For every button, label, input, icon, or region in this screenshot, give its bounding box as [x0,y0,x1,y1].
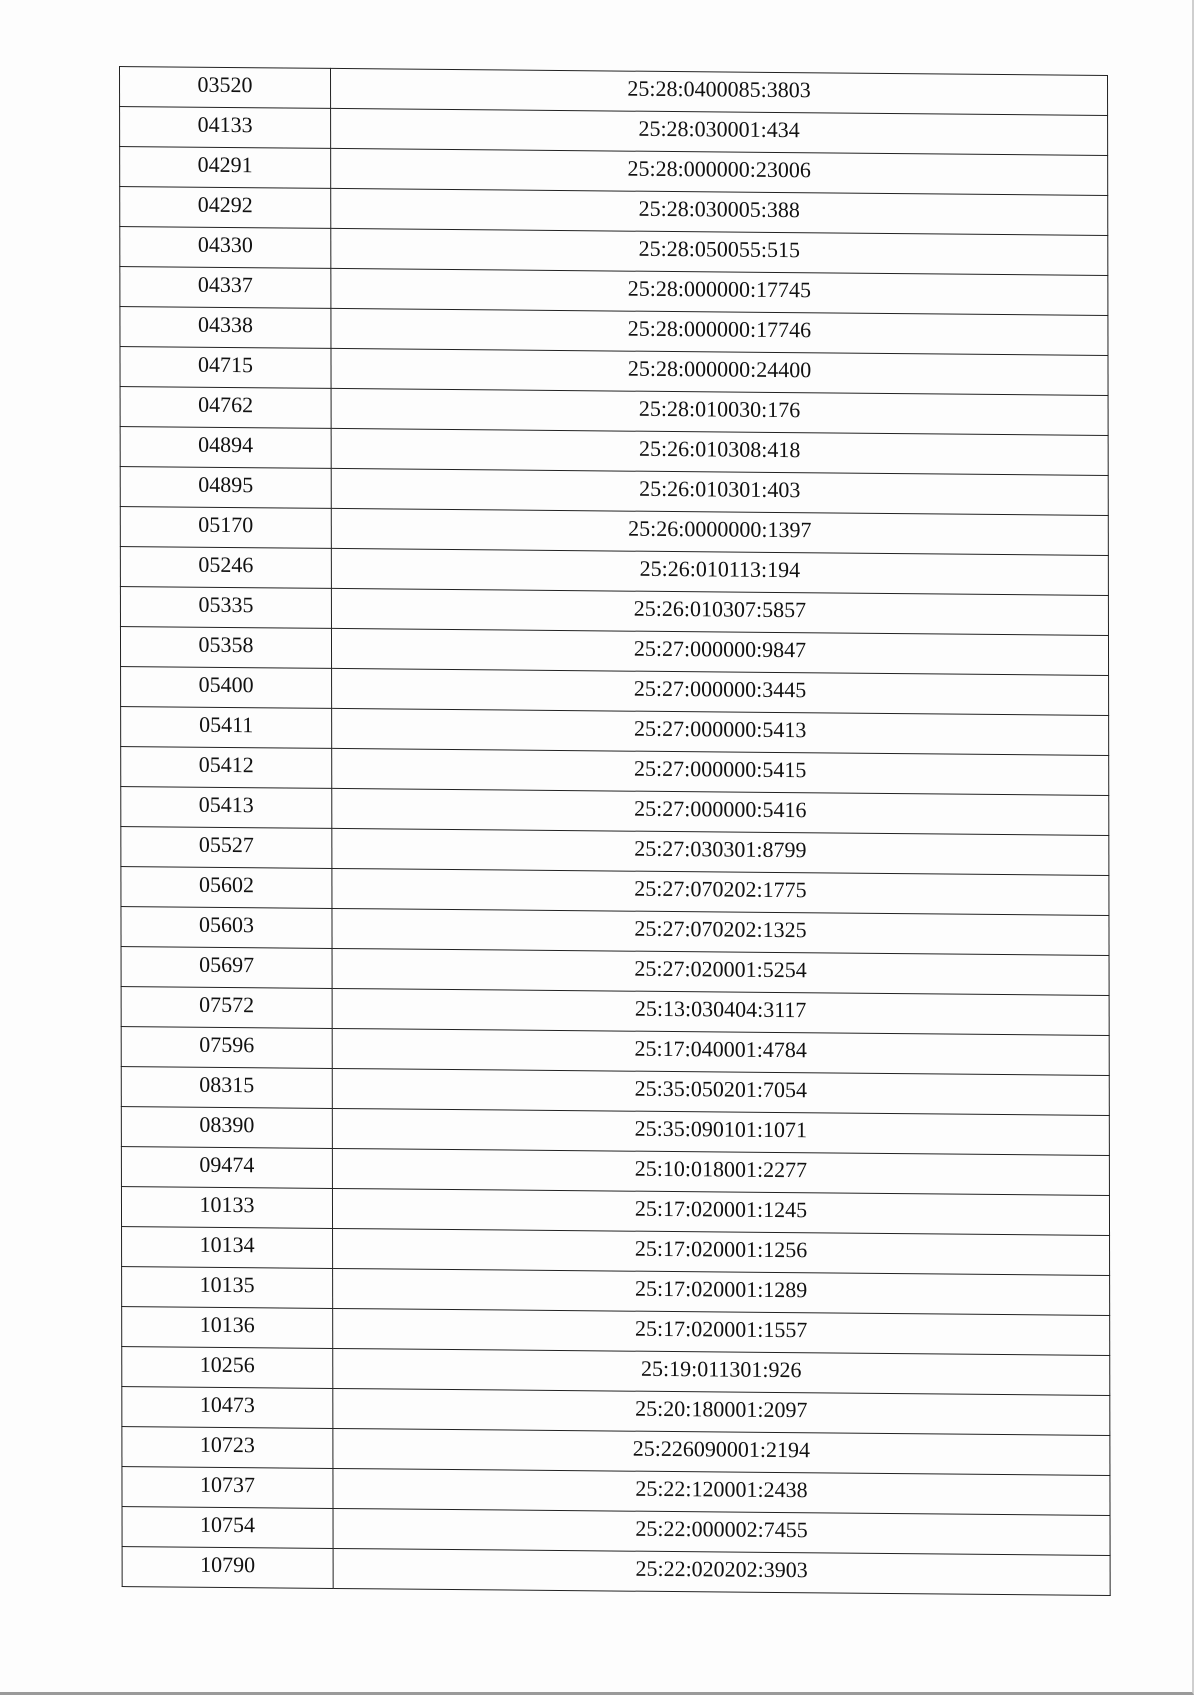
row-number: 05411 [199,711,254,737]
cadastral-number: 25:28:000000:24400 [627,355,812,382]
cadastral-number: 25:35:050201:7054 [634,1075,807,1102]
cadastral-number-cell [332,748,1109,795]
cadastral-number: 25:27:000000:3445 [633,675,807,702]
row-number: 08315 [199,1071,255,1097]
cadastral-number-cell [333,1268,1110,1315]
row-number-cell [120,107,331,149]
cadastral-number: 25:20:180001:2097 [635,1395,808,1422]
row-number-cell [120,467,331,509]
cadastral-number: 25:17:020001:1557 [634,1315,808,1342]
row-number: 03520 [197,71,253,97]
cadastral-number-cell [333,1548,1110,1595]
row-number: 04292 [197,191,253,217]
row-number: 04715 [197,351,254,377]
row-number-cell [120,387,331,429]
cadastral-number: 25:27:000000:5415 [634,755,807,782]
row-number: 05602 [198,871,254,897]
row-number: 05335 [198,591,254,617]
cadastral-number-cell [333,1468,1110,1515]
row-number-cell [121,667,332,709]
row-number-cell [120,547,331,589]
row-number: 10134 [199,1231,255,1257]
row-number: 05413 [198,791,254,817]
cadastral-number-cell [331,548,1108,595]
cadastral-number-cell [333,1508,1110,1555]
row-number-cell [120,147,331,189]
row-number: 04895 [198,471,254,497]
row-number: 04330 [197,231,253,257]
row-number-cell [120,507,331,549]
cadastral-number-cell [331,468,1108,515]
row-number-cell [120,587,331,629]
row-number-cell [122,1267,333,1309]
cadastral-number: 25:26:010307:5857 [633,595,807,622]
cadastral-number: 25:26:010301:403 [639,475,801,502]
cadastral-number-cell [331,588,1108,635]
cadastral-number: 25:27:070202:1325 [634,915,807,942]
row-number-cell [121,867,332,909]
row-number: 10737 [199,1471,255,1497]
row-number: 04337 [197,271,253,297]
table-container [119,66,1110,1596]
cadastral-number: 25:13:030404:3117 [634,995,807,1022]
row-number: 10256 [199,1351,255,1377]
row-number: 10136 [199,1311,255,1337]
table-body [120,67,1111,1596]
cadastral-number: 25:226090001:2194 [632,1435,811,1462]
row-number: 05697 [199,951,255,977]
cadastral-number: 25:28:030005:388 [638,195,800,222]
row-number-cell [120,267,331,309]
cadastral-number-cell [332,1068,1109,1115]
row-number: 05412 [198,751,254,777]
row-number-cell [122,1227,333,1269]
row-number-cell [120,627,331,669]
row-number-cell [120,67,331,109]
cadastral-number-cell [331,68,1108,115]
row-number: 04338 [197,311,253,337]
row-number: 05358 [198,631,254,657]
row-number-cell [122,1347,333,1389]
cadastral-number: 25:22:020202:3903 [635,1555,808,1582]
row-number: 10135 [199,1271,255,1297]
cadastral-number-cell [332,948,1109,995]
row-number-cell [120,307,331,349]
row-number: 10133 [199,1191,255,1217]
row-number-cell [121,1027,332,1069]
cadastral-number-cell [332,1028,1109,1075]
row-number: 05603 [198,911,255,937]
row-number-cell [120,347,331,389]
cadastral-number-cell [333,1308,1110,1355]
cadastral-number: 25:27:000000:5413 [633,715,807,742]
cadastral-number-cell [332,1188,1109,1235]
row-number: 04291 [197,151,253,177]
cadastral-number-cell [332,1148,1109,1195]
cadastral-number: 25:28:010030:176 [638,395,801,422]
cadastral-number-cell [331,148,1108,195]
cadastral-number: 25:28:000000:17745 [627,275,812,302]
cadastral-number: 25:28:000000:17746 [627,315,812,342]
row-number: 04133 [197,111,253,137]
row-number-cell [121,1107,332,1149]
row-number-cell [122,1507,333,1549]
row-number-cell [120,187,331,229]
row-number: 09474 [199,1151,255,1177]
cadastral-number: 25:17:020001:1256 [634,1235,808,1262]
cadastral-number-cell [333,1228,1110,1275]
row-number: 04762 [198,391,254,417]
row-number-cell [121,1147,332,1189]
cadastral-number-cell [332,668,1109,715]
cadastral-number-cell [332,828,1109,875]
cadastral-number: 25:27:000000:9847 [633,635,807,662]
cadastral-number: 25:22:120001:2438 [635,1475,808,1502]
cadastral-number: 25:27:000000:5416 [634,795,807,822]
cadastral-number-cell [332,1108,1109,1155]
cadastral-number: 25:10:018001:2277 [634,1155,808,1182]
cadastral-number-cell [332,868,1109,915]
row-number-cell [122,1467,333,1509]
cadastral-number: 25:26:010113:194 [639,555,801,582]
cadastral-number: 25:28:0400085:3803 [627,75,811,102]
cadastral-number-cell [333,1428,1110,1475]
row-number: 10754 [200,1511,256,1537]
row-number: 10790 [200,1551,256,1577]
row-number-cell [122,1387,333,1429]
cadastral-number: 25:17:020001:1289 [634,1275,808,1302]
cadastral-number: 25:27:030301:8799 [634,835,807,862]
cadastral-number-cell [332,988,1109,1035]
cadastral-number: 25:19:011301:926 [640,1355,802,1382]
cadastral-number-cell [331,428,1108,475]
row-number: 10473 [199,1391,255,1417]
cadastral-number: 25:22:000002:7455 [635,1515,808,1542]
cadastral-number-cell [333,1348,1110,1395]
row-number: 05170 [198,511,254,537]
cadastral-number-cell [333,1388,1110,1435]
row-number-cell [120,427,331,469]
cadastral-number-cell [332,908,1109,955]
cadastral-number: 25:17:040001:4784 [634,1035,807,1062]
cadastral-number: 25:28:000000:23006 [627,155,811,182]
cadastral-number: 25:27:020001:5254 [634,955,807,982]
cadastral-number-cell [331,188,1108,235]
row-number: 04894 [198,431,254,457]
row-number: 05400 [198,671,254,697]
cadastral-number-cell [331,388,1108,435]
row-number-cell [120,227,331,269]
cadastral-number-cell [331,268,1108,315]
cadastral-number-cell [331,348,1108,395]
row-number-cell [121,1067,332,1109]
cadastral-number-cell [331,508,1108,555]
cadastral-number: 25:17:020001:1245 [634,1195,808,1222]
row-number-cell [122,1307,333,1349]
row-number-cell [121,787,332,829]
cadastral-number: 25:26:0000000:1397 [628,515,812,542]
row-number-cell [121,827,332,869]
row-number-cell [122,1427,333,1469]
cadastral-number-cell [331,228,1108,275]
cadastral-number-cell [331,108,1108,155]
row-number-cell [121,907,332,949]
row-number-cell [121,707,332,749]
row-number: 05527 [198,831,254,857]
row-number-cell [122,1547,333,1589]
row-number-cell [121,947,332,989]
row-number: 10723 [199,1431,255,1457]
row-number: 07596 [199,1031,255,1057]
cadastral-table [119,66,1111,1596]
row-number: 05246 [198,551,254,577]
cadastral-number: 25:26:010308:418 [638,435,801,462]
cadastral-number: 25:27:070202:1775 [634,875,807,902]
cadastral-number: 25:28:030001:434 [638,115,800,142]
cadastral-number: 25:35:090101:1071 [634,1115,808,1142]
cadastral-number-cell [332,788,1109,835]
table-row [122,1547,1110,1596]
row-number-cell [121,987,332,1029]
cadastral-number: 25:28:050055:515 [638,235,801,262]
cadastral-number-cell [332,708,1109,755]
row-number: 08390 [199,1111,255,1137]
row-number-cell [121,1187,332,1229]
cadastral-number-cell [331,628,1108,675]
cadastral-number-cell [331,308,1108,355]
row-number-cell [121,747,332,789]
row-number: 07572 [199,991,255,1017]
